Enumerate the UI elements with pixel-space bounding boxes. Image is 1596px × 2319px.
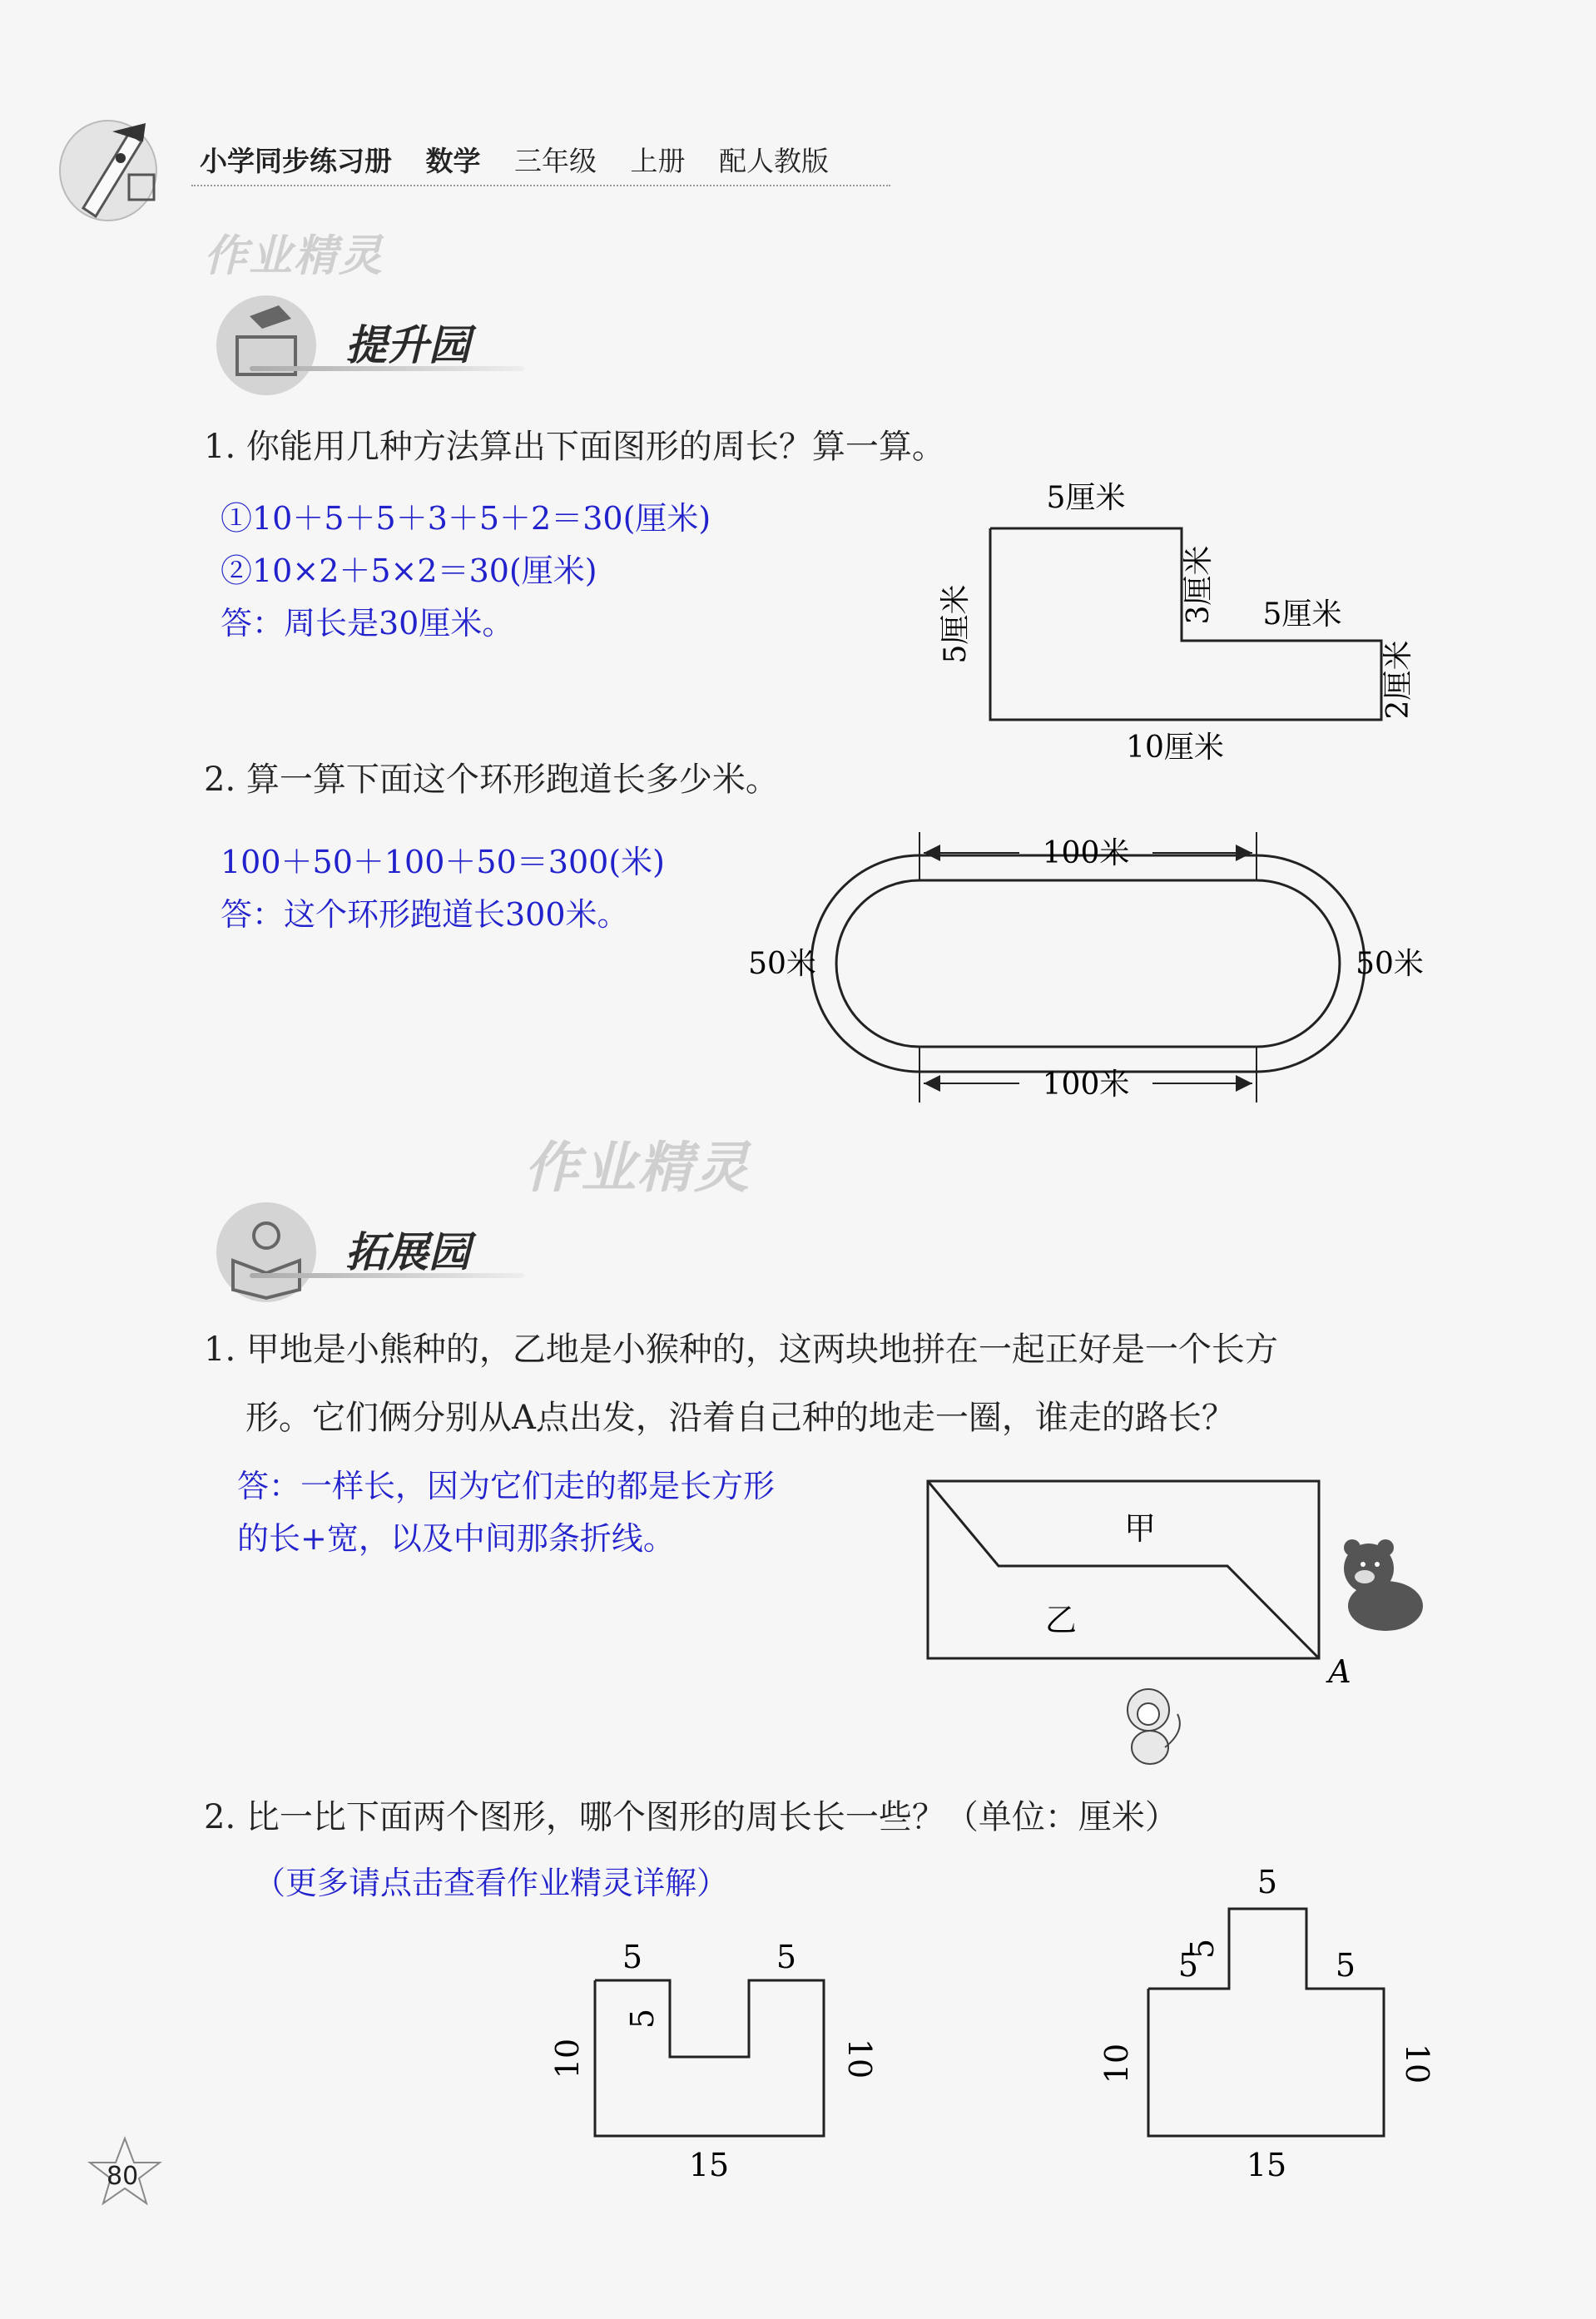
label-step-horizontal: 5厘米	[1262, 597, 1342, 632]
section-title-tisheng: 提升园	[345, 320, 470, 369]
field-label-jia: 甲	[1123, 1510, 1157, 1547]
tuozhan-q1-answer-2: 的长+宽，以及中间那条折线。	[237, 1520, 675, 1557]
page-number: 80	[107, 2162, 139, 2191]
lightbulb-book-icon	[212, 1194, 320, 1302]
track-label-top: 100米	[1042, 836, 1130, 870]
u-shape-figure	[533, 1922, 899, 2197]
tisheng-q1-answer-3: 答：周长是30厘米。	[221, 605, 514, 642]
track-label-right: 50米	[1356, 947, 1424, 981]
fig2-label-left-shoulder: 5	[1177, 1947, 1199, 1984]
tuozhan-q2-note[interactable]: （更多请点击查看作业精灵详解）	[254, 1865, 729, 1901]
fig1-label-bottom: 15	[688, 2147, 730, 2183]
volume-label: 上册	[630, 145, 686, 177]
fig1-label-right: 10	[841, 2038, 878, 2079]
watermark-middle: 作业精灵	[524, 1136, 751, 1200]
watermark-top: 作业精灵	[204, 231, 384, 281]
fig2-label-tab-side: 5	[1184, 1938, 1221, 1960]
header-divider	[191, 185, 890, 186]
running-track-figure	[732, 824, 1424, 1123]
track-label-bottom: 100米	[1042, 1068, 1130, 1102]
fig1-label-top-left: 5	[622, 1939, 643, 1975]
monkey-icon	[1128, 1689, 1180, 1764]
pencil-mascot-icon	[50, 100, 166, 225]
tuozhan-q2-text: 2. 比一比下面两个图形，哪个图形的周长长一些？（单位：厘米）	[204, 1798, 1178, 1836]
label-top: 5厘米	[1046, 481, 1126, 515]
fig2-label-bottom: 15	[1246, 2147, 1287, 2183]
tuozhan-q1-text-line1: 1. 甲地是小熊种的，乙地是小猴种的，这两块地拼在一起正好是一个长方	[204, 1330, 1278, 1369]
field-label-yi: 乙	[1044, 1602, 1078, 1638]
field-rectangle-figure	[915, 1464, 1564, 1772]
section-icon-tisheng	[212, 287, 320, 399]
edition-label: 配人教版	[719, 145, 829, 177]
point-a-label: A	[1328, 1653, 1351, 1690]
section-title-tuozhan: 拓展园	[345, 1227, 470, 1276]
teacher-icon	[212, 287, 320, 395]
tisheng-q1-text: 1. 你能用几种方法算出下面图形的周长？算一算。	[204, 428, 945, 466]
tisheng-q1-answer-1: ①10＋5＋5＋3＋5＋2＝30(厘米)	[221, 500, 711, 537]
fig1-label-left: 10	[549, 2038, 586, 2079]
book-title: 小学同步练习册	[200, 145, 392, 177]
grade-label: 三年级	[514, 145, 597, 177]
fig1-label-notch: 5	[624, 2008, 661, 2029]
tisheng-q2-text: 2. 算一算下面这个环形跑道长多少米。	[204, 761, 779, 799]
fig2-label-right-shoulder: 5	[1335, 1947, 1356, 1984]
l-shape-figure	[915, 466, 1448, 774]
fig2-label-top: 5	[1256, 1864, 1278, 1900]
tuozhan-q1-answer-1: 答：一样长，因为它们走的都是长方形	[237, 1468, 776, 1504]
tisheng-q1-answer-2: ②10×2＋5×2＝30(厘米)	[221, 552, 597, 589]
fig1-label-top-right: 5	[776, 1939, 797, 1975]
label-bottom: 10厘米	[1126, 731, 1224, 765]
header-title	[200, 140, 854, 179]
section-icon-tuozhan	[212, 1194, 320, 1306]
track-label-left: 50米	[748, 947, 816, 981]
label-left: 5厘米	[939, 584, 973, 664]
tuozhan-q1-text-line2: 形。它们俩分别从A点出发，沿着自己种的地走一圈，谁走的路长？	[245, 1399, 1235, 1437]
label-right: 2厘米	[1381, 640, 1415, 720]
fig2-label-right: 10	[1399, 2043, 1435, 2084]
tisheng-q2-answer-1: 100＋50＋100＋50＝300(米)	[221, 844, 665, 880]
t-shape-figure	[1082, 1856, 1448, 2197]
fig2-label-left: 10	[1098, 2043, 1135, 2084]
label-step-vertical: 3厘米	[1182, 545, 1216, 625]
subject-label: 数学	[425, 145, 481, 177]
tisheng-q2-answer-2: 答：这个环形跑道长300米。	[221, 896, 629, 933]
header-logo	[50, 100, 166, 225]
bear-icon	[1344, 1539, 1423, 1631]
